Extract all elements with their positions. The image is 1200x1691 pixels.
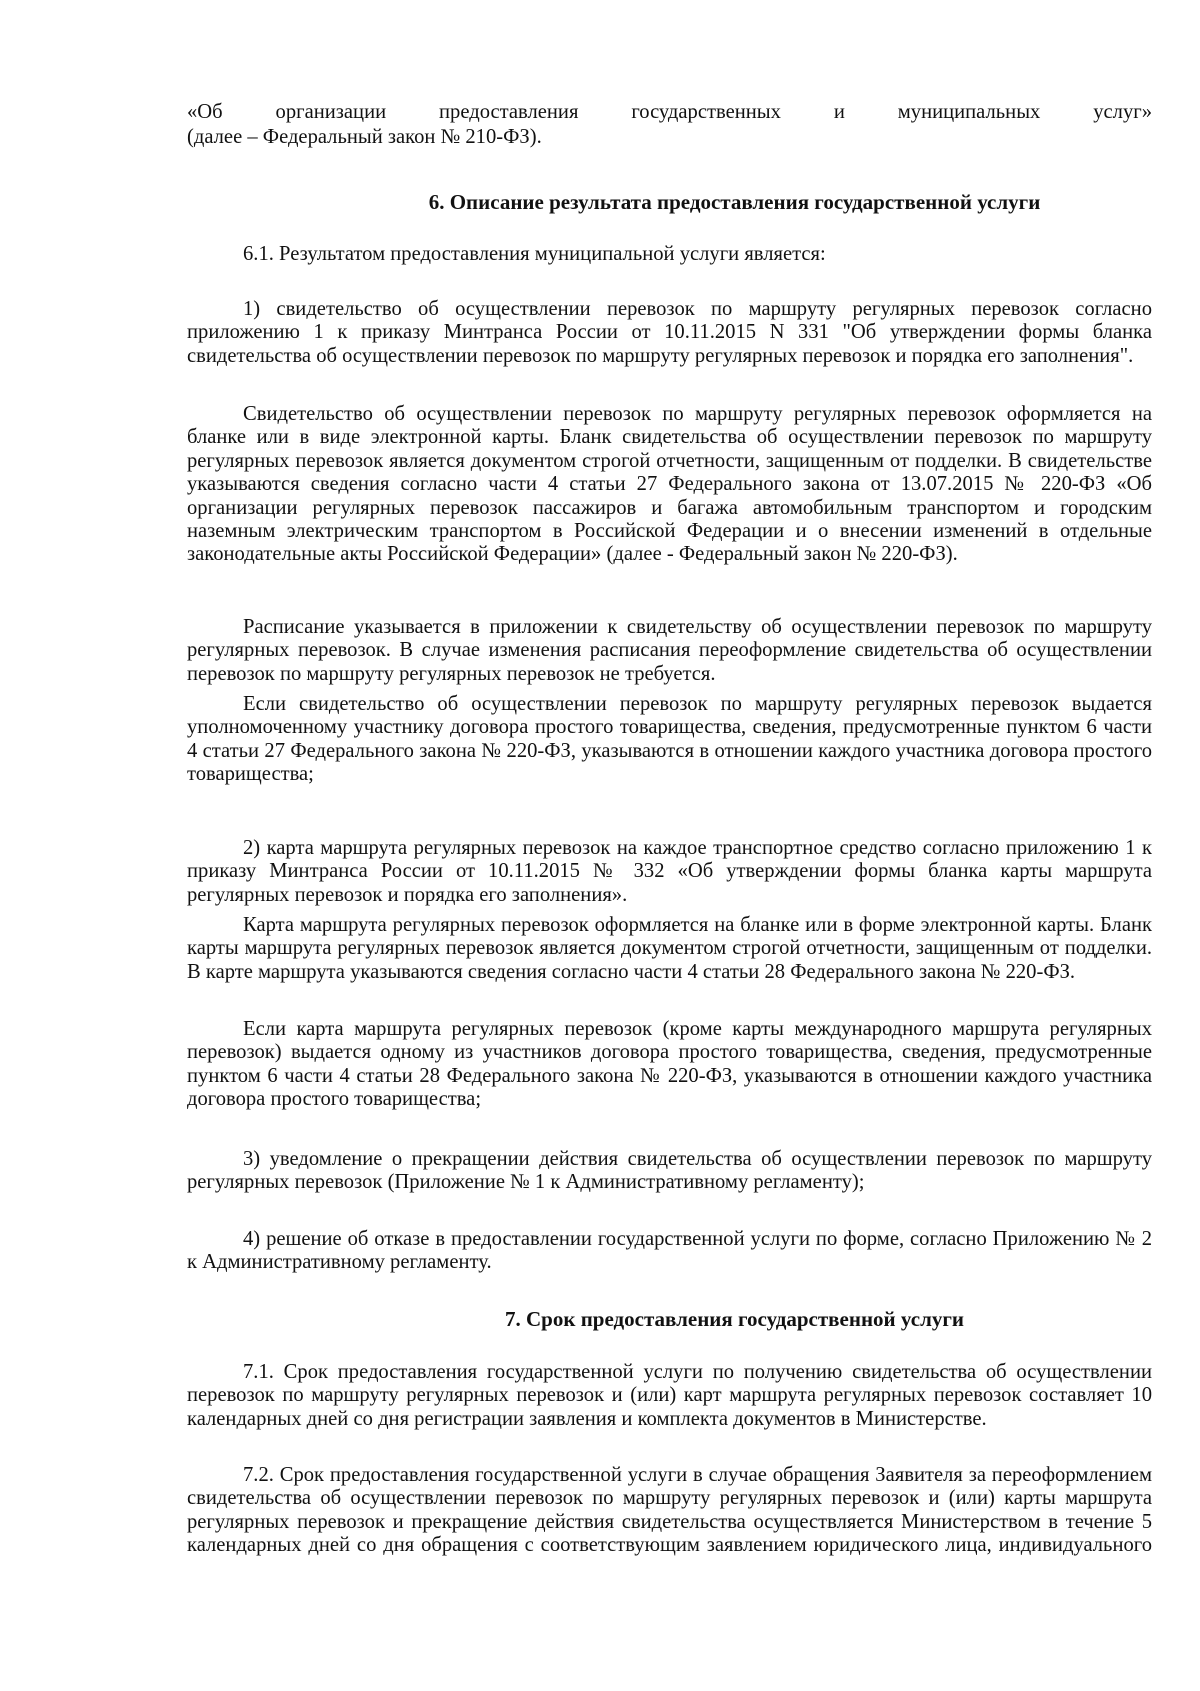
result-item-1-paragraph-1: Свидетельство об осуществлении перевозок по маршруту регулярных перевозок оформляется на бланке или в виде электронной карты. Бланк свидетельства об осуществлении перевозок по маршруту регулярных перевозок является документом строгой отчетности, защищенным от подделки. В свидетельстве указываются сведения согласно части 4 статьи 27 Федерального закона от 13.07.2015 № 220-ФЗ «Об организации регулярных перевозок пассажиров и багажа автомобильным транспортом и городским наземным электрическим транспортом в Российской Федерации и о внесении изменений в отдельные законодательные акты Российской Федерации» (далее - Федеральный закон № 220-ФЗ).	[187, 403, 1152, 566]
result-item-4: 4) решение об отказе в предоставлении государственной услуги по форме, согласно Приложению № 2 к Административному регламенту.	[187, 1228, 1152, 1274]
result-item-2: 2) карта маршрута регулярных перевозок на каждое транспортное средство согласно приложению 1 к приказу Минтранса России от 10.11.2015 № 332 «Об утверждении формы бланка карты маршрута регулярных перевозок и порядка его заполнения».	[187, 837, 1152, 906]
section-6-heading: 6. Описание результата предоставления государственной услуги	[428, 190, 1041, 214]
section-7-heading: 7. Срок предоставления государственной услуги	[505, 1307, 964, 1331]
intro-line-1: «Об организации предоставления государственных и муниципальных услуг»	[187, 101, 1152, 123]
result-item-1-paragraph-3: Если свидетельство об осуществлении перевозок по маршруту регулярных перевозок выдается уполномоченному участнику договора простого товарищества, сведения, предусмотренные пунктом 6 части 4 статьи 27 Федерального закона № 220-ФЗ, указываются в отношении каждого участника договора простого товарищества;	[187, 693, 1152, 786]
result-item-3: 3) уведомление о прекращении действия свидетельства об осуществлении перевозок по маршруту регулярных перевозок (Приложение № 1 к Административному регламенту);	[187, 1148, 1152, 1194]
paragraph-7-2: 7.2. Срок предоставления государственной услуги в случае обращения Заявителя за переоформлением свидетельства об осуществлении перевозок по маршруту регулярных перевозок и (или) карты маршрута регулярных перевозок и прекращение действия свидетельства осуществляется Министерством в течение 5 календарных дней со дня обращения с соответствующим заявлением юридического лица, индивидуального	[187, 1464, 1152, 1557]
result-item-1-paragraph-2: Расписание указывается в приложении к свидетельству об осуществлении перевозок по маршруту регулярных перевозок. В случае изменения расписания переоформление свидетельства об осуществлении перевозок по маршруту регулярных перевозок не требуется.	[187, 616, 1152, 685]
paragraph-7-1: 7.1. Срок предоставления государственной услуги по получению свидетельства об осуществлении перевозок по маршруту регулярных перевозок и (или) карт маршрута регулярных перевозок составляет 10 календарных дней со дня регистрации заявления и комплекта документов в Министерстве.	[187, 1361, 1152, 1430]
result-item-1: 1) свидетельство об осуществлении перевозок по маршруту регулярных перевозок согласно приложению 1 к приказу Минтранса России от 10.11.2015 N 331 "Об утверждении формы бланка свидетельства об осуществлении перевозок по маршруту регулярных перевозок и порядка его заполнения".	[187, 298, 1152, 367]
intro-line-2: (далее – Федеральный закон № 210-ФЗ).	[187, 126, 542, 148]
paragraph-6-1: 6.1. Результатом предоставления муниципальной услуги является:	[243, 243, 826, 265]
result-item-2-paragraph-2: Если карта маршрута регулярных перевозок (кроме карты международного маршрута регулярных перевозок) выдается одному из участников договора простого товарищества, сведения, предусмотренные пунктом 6 части 4 статьи 28 Федерального закона № 220-ФЗ, указываются в отношении каждого участника договора простого товарищества;	[187, 1018, 1152, 1111]
result-item-2-paragraph-1: Карта маршрута регулярных перевозок оформляется на бланке или в форме электронной карты. Бланк карты маршрута регулярных перевозок является документом строгой отчетности, защищенным от подделки. В карте маршрута указываются сведения согласно части 4 статьи 28 Федерального закона № 220-ФЗ.	[187, 914, 1152, 983]
